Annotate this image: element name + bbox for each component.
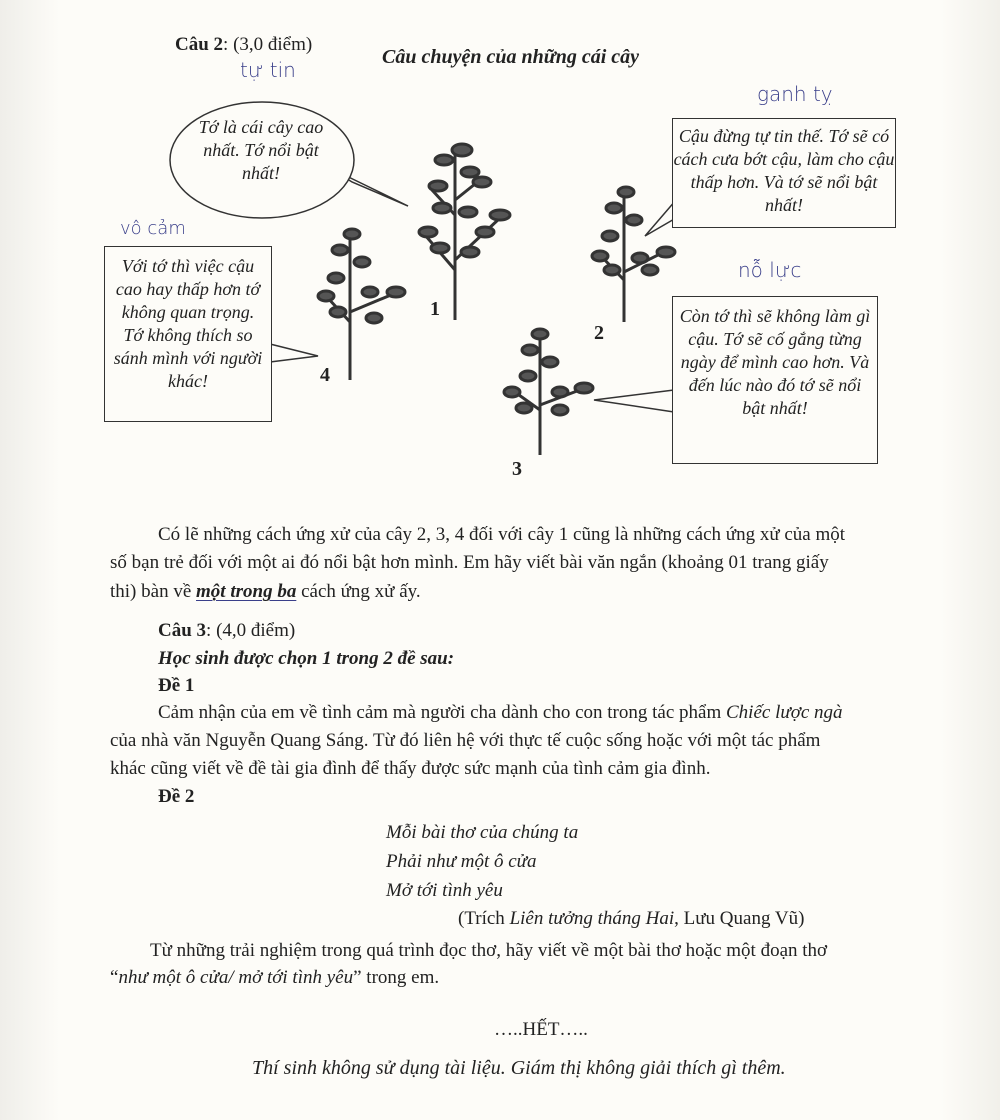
q2-prompt-text-a: thi) bàn về <box>110 581 197 602</box>
poem-source-title: Liên tưởng tháng Hai <box>509 908 675 929</box>
poem <box>386 818 578 905</box>
poem-line-2: Phải như một ô cửa <box>386 851 537 872</box>
handwritten-note-effort: nỗ lực <box>738 258 802 282</box>
poem-line-3: Mở tới tình yêu <box>386 880 503 901</box>
q2-prompt-line-1: Có lẽ những cách ứng xử của cây 2, 3, 4 đối với cây 1 cũng là những cách ứng xử của một <box>158 524 846 545</box>
de-2-quote-open: “ <box>110 967 119 988</box>
question-2-points: : (3,0 điểm) <box>223 34 313 55</box>
de-2-line-1: Từ những trải nghiệm trong quá trình đọc thơ, hãy viết về một bài thơ hoặc một đoạn thơ <box>150 940 828 961</box>
bubble-tree-3: Còn tớ thì sẽ không làm gì cậu. Tớ sẽ cố gắng từng ngày để mình cao hơn. Và đến lúc nào đó tớ sẽ nổi bật nhất! <box>672 296 878 464</box>
tree-1-icon <box>419 144 510 320</box>
q2-prompt-line-2: số bạn trẻ đối với một ai đó nổi bật hơn mình. Em hãy viết bài văn ngắn (khoảng 01 trang giấy <box>110 552 829 573</box>
bubble-tree-1: Tớ là cái cây cao nhất. Tớ nổi bật nhất! <box>198 117 324 183</box>
q2-prompt-text-c: cách ứng xử ấy. <box>296 581 421 602</box>
poem-source-author: , Lưu Quang Vũ) <box>674 908 805 929</box>
de-1-line-2: của nhà văn Nguyễn Quang Sáng. Từ đó liên hệ với thực tế cuộc sống hoặc với một tác phẩm <box>110 730 821 751</box>
q2-prompt-line-3 <box>110 578 960 605</box>
de-1-work-title: Chiếc lược ngà <box>726 702 843 723</box>
question-3-points: : (4,0 điểm) <box>206 620 296 641</box>
tree-3-icon <box>504 329 593 455</box>
story-title: Câu chuyện của những cái cây <box>382 46 640 68</box>
poem-source-open: (Trích <box>458 908 510 929</box>
de-2-line-2 <box>110 964 439 991</box>
tree-3-label: 3 <box>512 458 522 480</box>
de-1-text: Cảm nhận của em về tình cảm mà người cha dành cho con trong tác phẩm <box>158 702 726 723</box>
bubble-tree-2: Cậu đừng tự tin thế. Tớ sẽ có cách cưa bớt cậu, làm cho cậu thấp hơn. Và tớ sẽ nổi bật nhất! <box>672 118 896 228</box>
tree-4-icon <box>318 229 405 380</box>
poem-line-1: Mỗi bài thơ của chúng ta <box>386 822 579 843</box>
tree-1-label: 1 <box>430 298 440 320</box>
tree-2-label: 2 <box>594 322 604 344</box>
question-3-label: Câu 3 <box>158 620 207 641</box>
de-2-quote: như một ô cửa/ mở tới tình yêu <box>118 967 354 988</box>
handwritten-note-jealous: ganh tỵ <box>757 82 833 106</box>
question-3-choose: Học sinh được chọn 1 trong 2 đề sau: <box>158 648 455 669</box>
footer-note: Thí sinh không sử dụng tài liệu. Giám thị không giải thích gì thêm. <box>252 1057 786 1079</box>
de-1-line-3: khác cũng viết về đề tài gia đình để thấy được sức mạnh của tình cảm gia đình. <box>110 758 711 779</box>
de-2-quote-close: ” trong em. <box>353 967 440 988</box>
tree-4-label: 4 <box>320 364 330 386</box>
handwritten-note-indifferent: vô cảm <box>120 218 186 239</box>
bubble-tree-4: Với tớ thì việc cậu cao hay thấp hơn tớ không quan trọng. Tớ không thích so sánh mình với người khác! <box>104 246 272 422</box>
question-3-header <box>158 617 295 644</box>
de-1-line-1 <box>158 699 843 726</box>
question-2-label: Câu 2 <box>175 34 224 55</box>
poem-source <box>458 905 804 932</box>
tree-2-icon <box>592 187 675 322</box>
de-2-label: Đề 2 <box>158 786 195 807</box>
q2-prompt-emphasis: một trong ba <box>196 581 297 602</box>
end-marker: …..HẾT….. <box>494 1019 588 1040</box>
handwritten-note-confident: tự tin <box>240 58 296 82</box>
de-1-label: Đề 1 <box>158 675 195 696</box>
